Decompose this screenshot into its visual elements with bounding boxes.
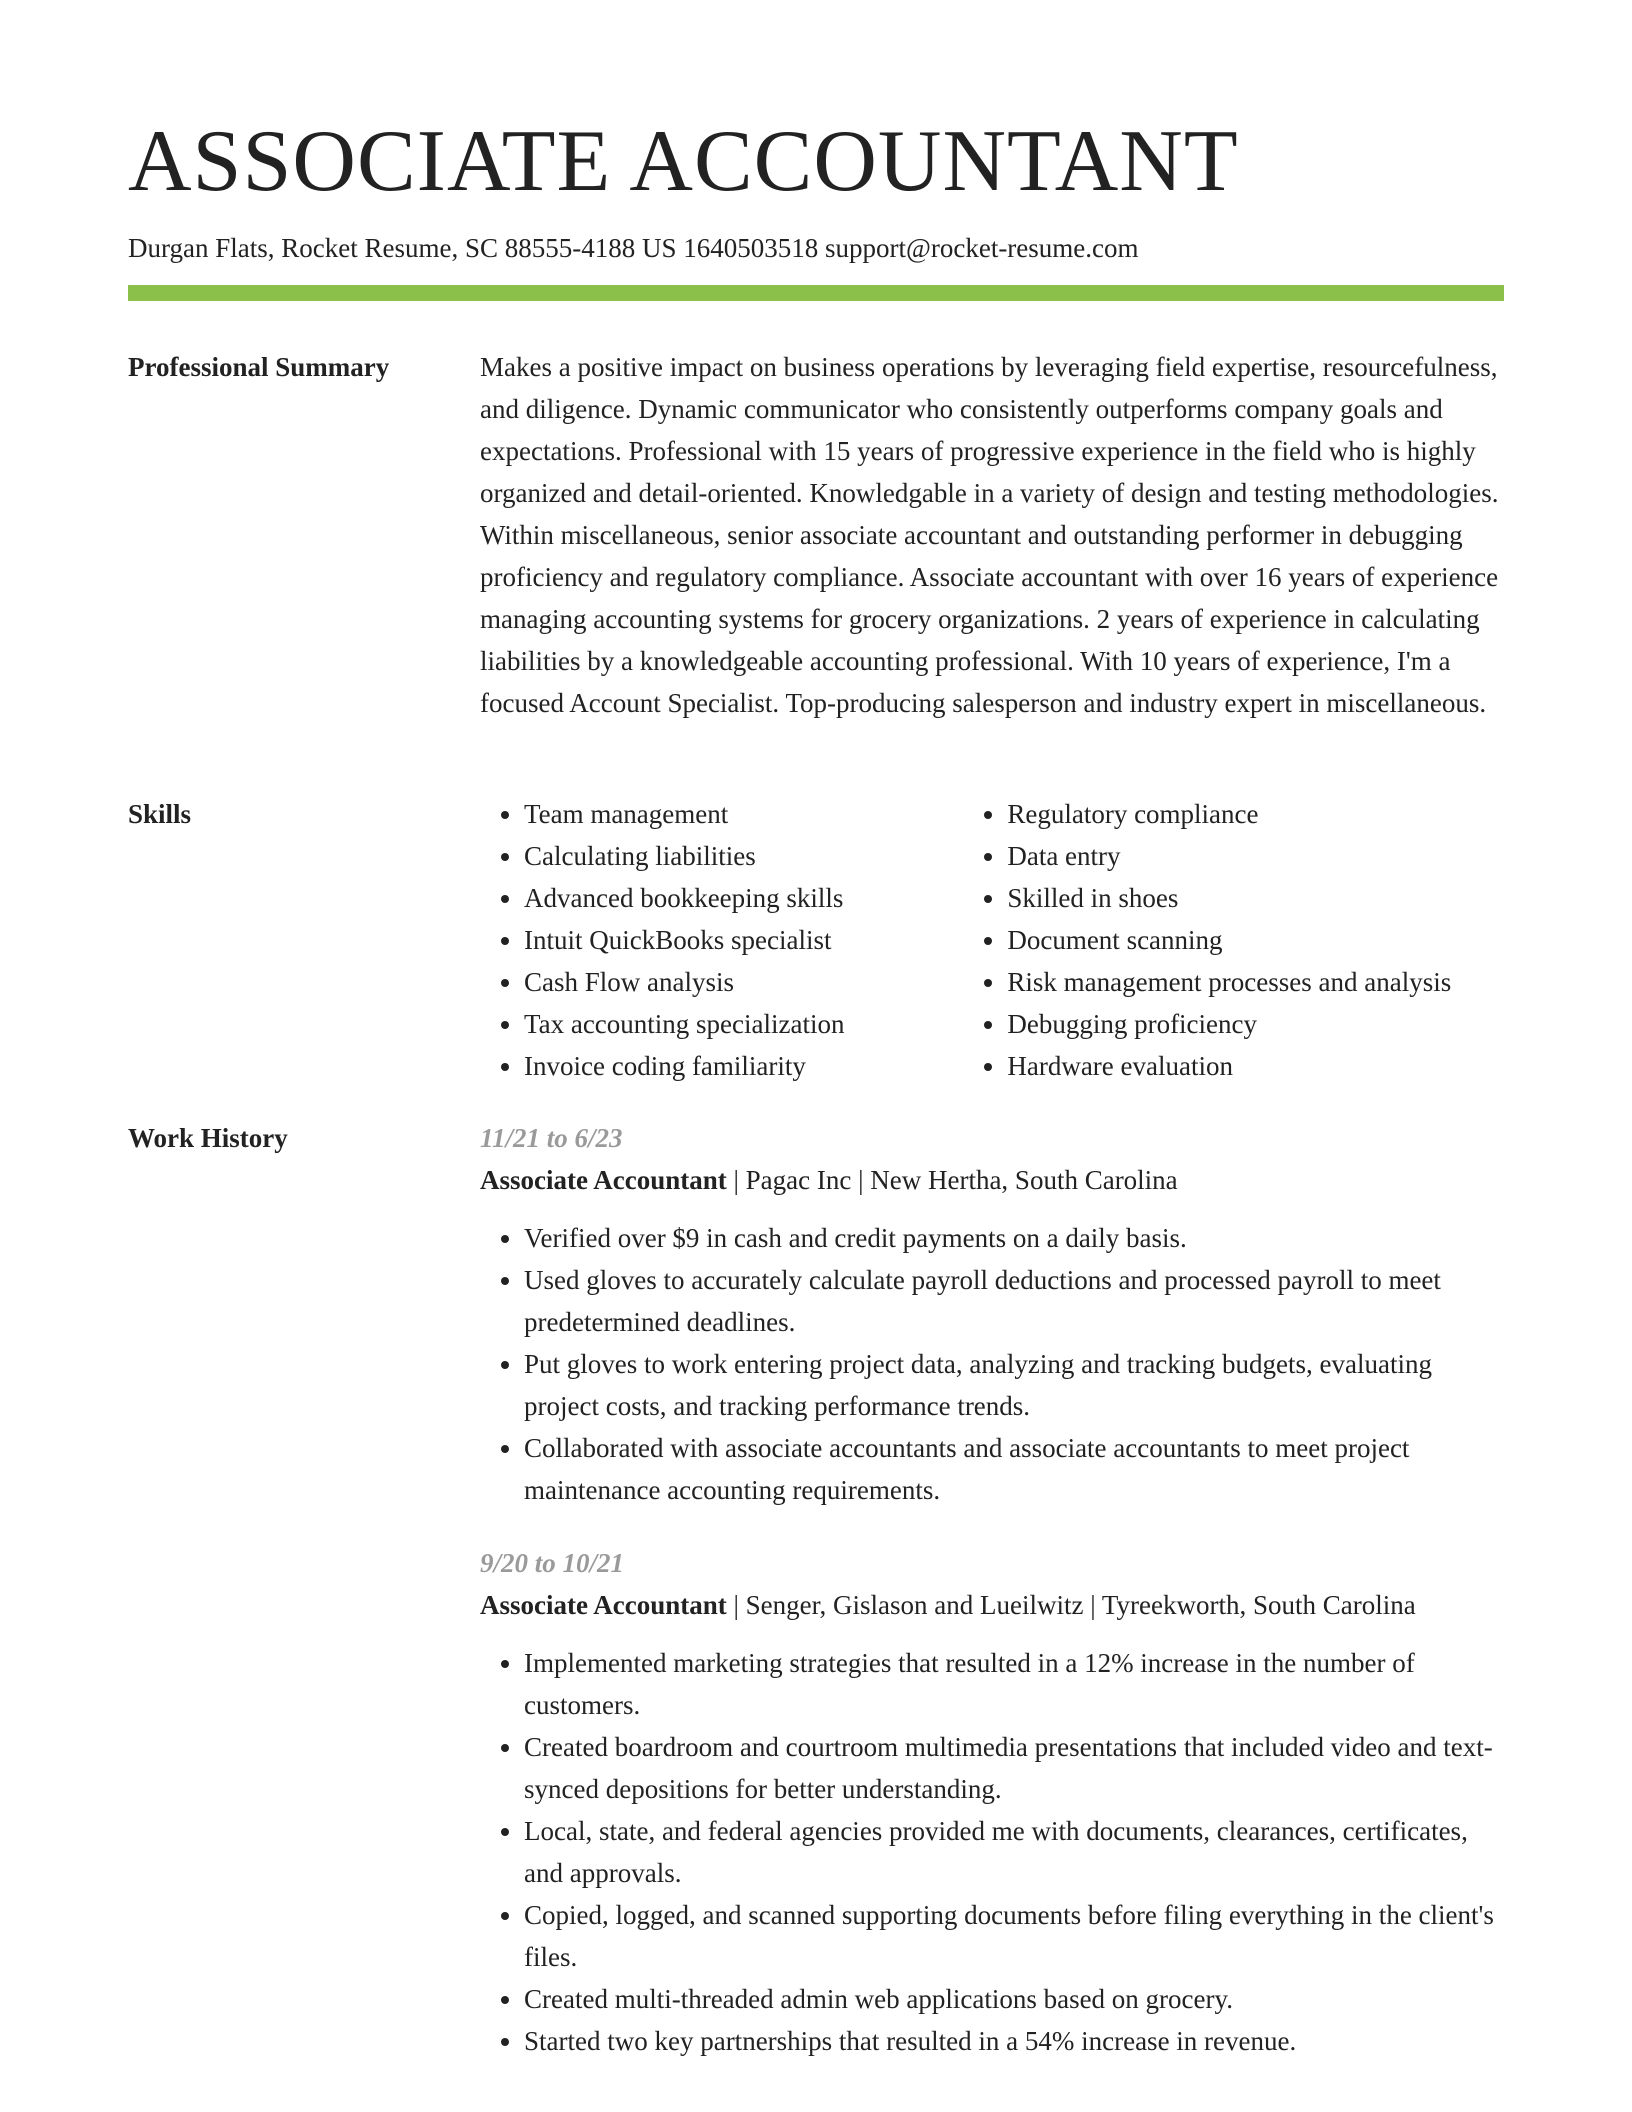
job-bullet: • Implemented marketing strategies that resulted in a 12% increase in the number of customers. (524, 1642, 1504, 1726)
contact-line: Durgan Flats, Rocket Resume, SC 88555-4188 US 1640503518 support@rocket-resume.com (128, 233, 1139, 263)
summary-heading: Professional Summary (128, 352, 390, 382)
work-history-body (480, 1117, 1504, 2062)
skill-item: • Tax accounting specialization (524, 1003, 963, 1045)
resume-name: ASSOCIATE ACCOUNTANT (128, 113, 1239, 210)
job-bullet: • Put gloves to work entering project data, analyzing and tracking budgets, evaluating project costs, and tracking performance trends. (524, 1343, 1504, 1427)
skill-item: • Calculating liabilities (524, 835, 963, 877)
skills-body (480, 793, 1504, 1087)
skill-item: • Invoice coding familiarity (524, 1045, 963, 1087)
job-bullet: • Collaborated with associate accountants and associate accountants to meet project maintenance accounting requirements. (524, 1427, 1504, 1511)
job-entry (480, 1117, 1504, 1511)
skills-list-right (963, 793, 1504, 1087)
skill-item: • Debugging proficiency (1007, 1003, 1504, 1045)
skill-item: • Cash Flow analysis (524, 961, 963, 1003)
work-history-heading: Work History (128, 1123, 288, 1153)
summary-body (480, 346, 1504, 724)
job-bullets (480, 1217, 1504, 1511)
job-entry (480, 1542, 1504, 2062)
skill-item: • Intuit QuickBooks specialist (524, 919, 963, 961)
job-title: Associate Accountant (480, 1590, 727, 1620)
job-bullet: • Started two key partnerships that resulted in a 54% increase in revenue. (524, 2020, 1504, 2062)
skill-item: • Team management (524, 793, 963, 835)
skills-list-left (480, 793, 963, 1087)
job-bullets (480, 1642, 1504, 2062)
job-dates: 11/21 to 6/23 (480, 1123, 623, 1153)
job-title: Associate Accountant (480, 1165, 727, 1195)
job-header (480, 1159, 1504, 1201)
job-details: | Pagac Inc | New Hertha, South Carolina (726, 1165, 1178, 1195)
skill-item: • Data entry (1007, 835, 1504, 877)
skill-item: • Document scanning (1007, 919, 1504, 961)
job-dates: 9/20 to 10/21 (480, 1548, 625, 1578)
summary-text: Makes a positive impact on business operations by leveraging field expertise, resourcefulness, and diligence. Dynamic communicator who consistently outperforms company goals and expectations. Professional with 15 years of progressive experience in the field who is highly organized and detail-oriented. Knowledgable in a variety of design and testing methodologies. Within miscellaneous, senior associate accountant and outstanding performer in debugging proficiency and regulatory compliance. Associate accountant with over 16 years of experience managing accounting systems for grocery organizations. 2 years of experience in calculating liabilities by a knowledgeable accounting professional. With 10 years of experience, I'm a focused Account Specialist. Top-producing salesperson and industry expert in miscellaneous. (480, 352, 1499, 718)
skill-item: • Advanced bookkeeping skills (524, 877, 963, 919)
skill-item: • Regulatory compliance (1007, 793, 1504, 835)
job-bullet: • Used gloves to accurately calculate payroll deductions and processed payroll to meet predetermined deadlines. (524, 1259, 1504, 1343)
job-header (480, 1584, 1504, 1626)
job-bullet: • Created multi-threaded admin web applications based on grocery. (524, 1978, 1504, 2020)
skill-item: • Hardware evaluation (1007, 1045, 1504, 1087)
header-divider (128, 285, 1504, 301)
job-bullet: • Created boardroom and courtroom multimedia presentations that included video and text-synced depositions for better understanding. (524, 1726, 1504, 1810)
job-bullet: • Local, state, and federal agencies provided me with documents, clearances, certificates, and approvals. (524, 1810, 1504, 1894)
skill-item: • Risk management processes and analysis (1007, 961, 1504, 1003)
job-bullet: • Verified over $9 in cash and credit payments on a daily basis. (524, 1217, 1504, 1259)
job-bullet: • Copied, logged, and scanned supporting documents before filing everything in the client's files. (524, 1894, 1504, 1978)
job-details: | Senger, Gislason and Lueilwitz | Tyreekworth, South Carolina (726, 1590, 1416, 1620)
skill-item: • Skilled in shoes (1007, 877, 1504, 919)
skills-heading: Skills (128, 799, 192, 829)
